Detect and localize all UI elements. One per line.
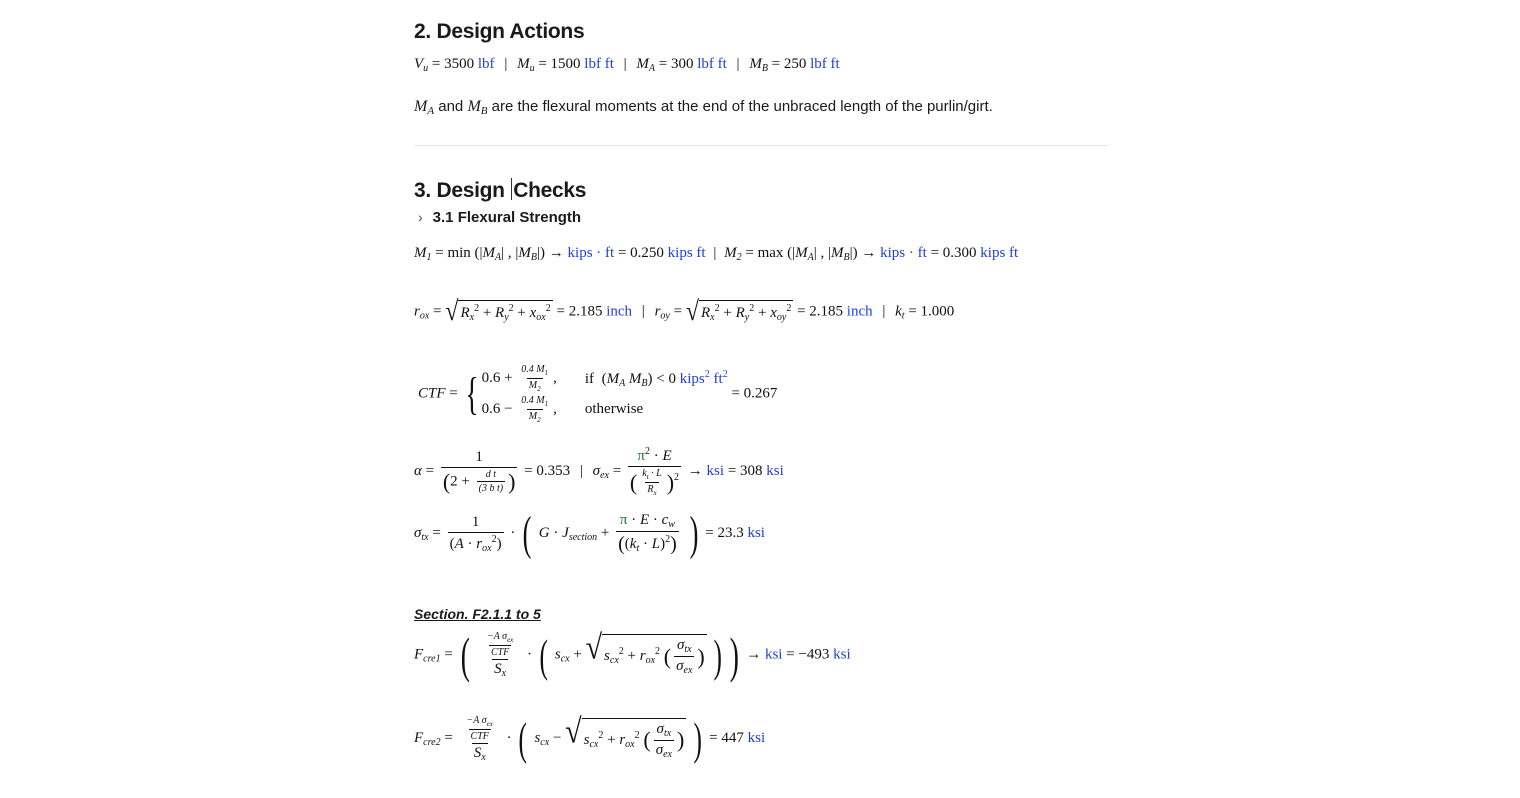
result-roy: 2.185 (809, 303, 844, 320)
section-divider (414, 145, 1108, 146)
value-mb: 250 (783, 56, 807, 72)
value-ma: 300 (670, 56, 694, 72)
result-alpha: 0.353 (536, 462, 571, 479)
value-mu: 1500 (550, 56, 581, 72)
result-ctf: 0.267 (743, 385, 778, 402)
value-vu: 3500 (444, 56, 475, 72)
formula-ctf: CTF = { 0.6 + $\frac{0.4 M_1}{M_2}$ , if ($M_A$ $M_B) < 0$ kips$^2$ $ft^2$ 0.6 − $\frac{0.4 M_1}{M_2}$ , otherwise = 0.267 (418, 364, 778, 424)
formula-alpha-sigma-ex: α = 1 (2 + $\frac{\text{d t}}{\text{(3 b t)}}$ ) = 0.353 | $\sigma_{ex}$ = $\pi^2 \cdot E$ ( $\frac{k_t \cdot L}{R_x}$ )$^2$ → ksi = 308 ksi (414, 446, 784, 497)
flexural-strength-toggle[interactable] (418, 209, 581, 227)
heading-design-actions: 2. Design Actions (414, 20, 585, 43)
unit-lbf: lbf (477, 56, 495, 72)
result-kt: 1.000 (920, 303, 955, 320)
unit-lbf-ft: lbf ft (697, 56, 727, 72)
subheading-flexural-strength: 3.1 Flexural Strength (432, 209, 582, 226)
unit-lbf-ft: lbf ft (810, 56, 840, 72)
formula-m1-m2: $M_1 = \min (|M_A|$ , $|M_B|$) → kips · ft = 0.250 kips ft | $M_2 = \max (|M_A|$ , $|M_B|$) → kips · ft = 0.300 kips ft (414, 245, 1019, 263)
heading-design-checks[interactable]: 3. Design Checks (414, 179, 587, 202)
chevron-right-icon: › (418, 209, 423, 225)
result-m2: 0.300 (942, 245, 977, 261)
formula-sigma-tx: $\sigma_{tx}$ = 1 $(A \cdot r_{ox}^2)$ · ( $G \cdot J_{section}$ + $\frac{\pi \cdot E \cdot c_w}{((k_t \cdot L)^2)}$ ) = 23.3 ksi (414, 507, 765, 560)
result-fcre1: −493 (798, 646, 830, 663)
result-rox: 2.185 (568, 303, 603, 320)
moment-note: $M_A$ and $M_B$ are the flexural moments at the end of the unbraced length of the purlin/girt. (414, 98, 993, 117)
result-sigma-ex: 308 (740, 462, 763, 479)
result-fcre2: 447 (721, 729, 744, 746)
result-sigma-tx: 23.3 (717, 524, 744, 541)
unit-lbf-ft: lbf ft (584, 56, 614, 72)
formula-radius-gyration: $r_{ox}$ = √ $R_x^2 + R_y^2 + x_{ox}^2$ = 2.185 inch | $r_{oy}$ = √ $R_x^2 + R_y^2 + x_{oy}^2$ = 2.185 inch | $k_t = 1.000$ (414, 297, 955, 327)
section-reference: Section. F2.1.1 to 5 (414, 606, 541, 622)
design-actions-values: $V_u = 3500$ lbf | $M_u = 1500$ lbf ft | $M_A = 300$ lbf ft | $M_B = 250$ lbf ft (414, 56, 840, 74)
formula-fcre2: $F_{cre2}$ = −A $\sigma_{ex}$ CTF $S_x$ · ( $s_{cx}$ − √ $s_{cx}^2 + r_{ox}^2$ ( $\sigma_{tx}$ $\sigma_{ex}$ ) ) = 447 ksi (414, 712, 766, 764)
formula-fcre1: $F_{cre1}$ = ( −A $\sigma_{ex}$ CTF $S_x$ · ( $s_{cx}$ + √ $s_{cx}^2 + r_{ox}^2$ ( $\sigma_{tx}$ $\sigma_{ex}$ ) ) ) → ksi = −493 ksi (414, 627, 851, 683)
result-m1: 0.250 (630, 245, 664, 261)
